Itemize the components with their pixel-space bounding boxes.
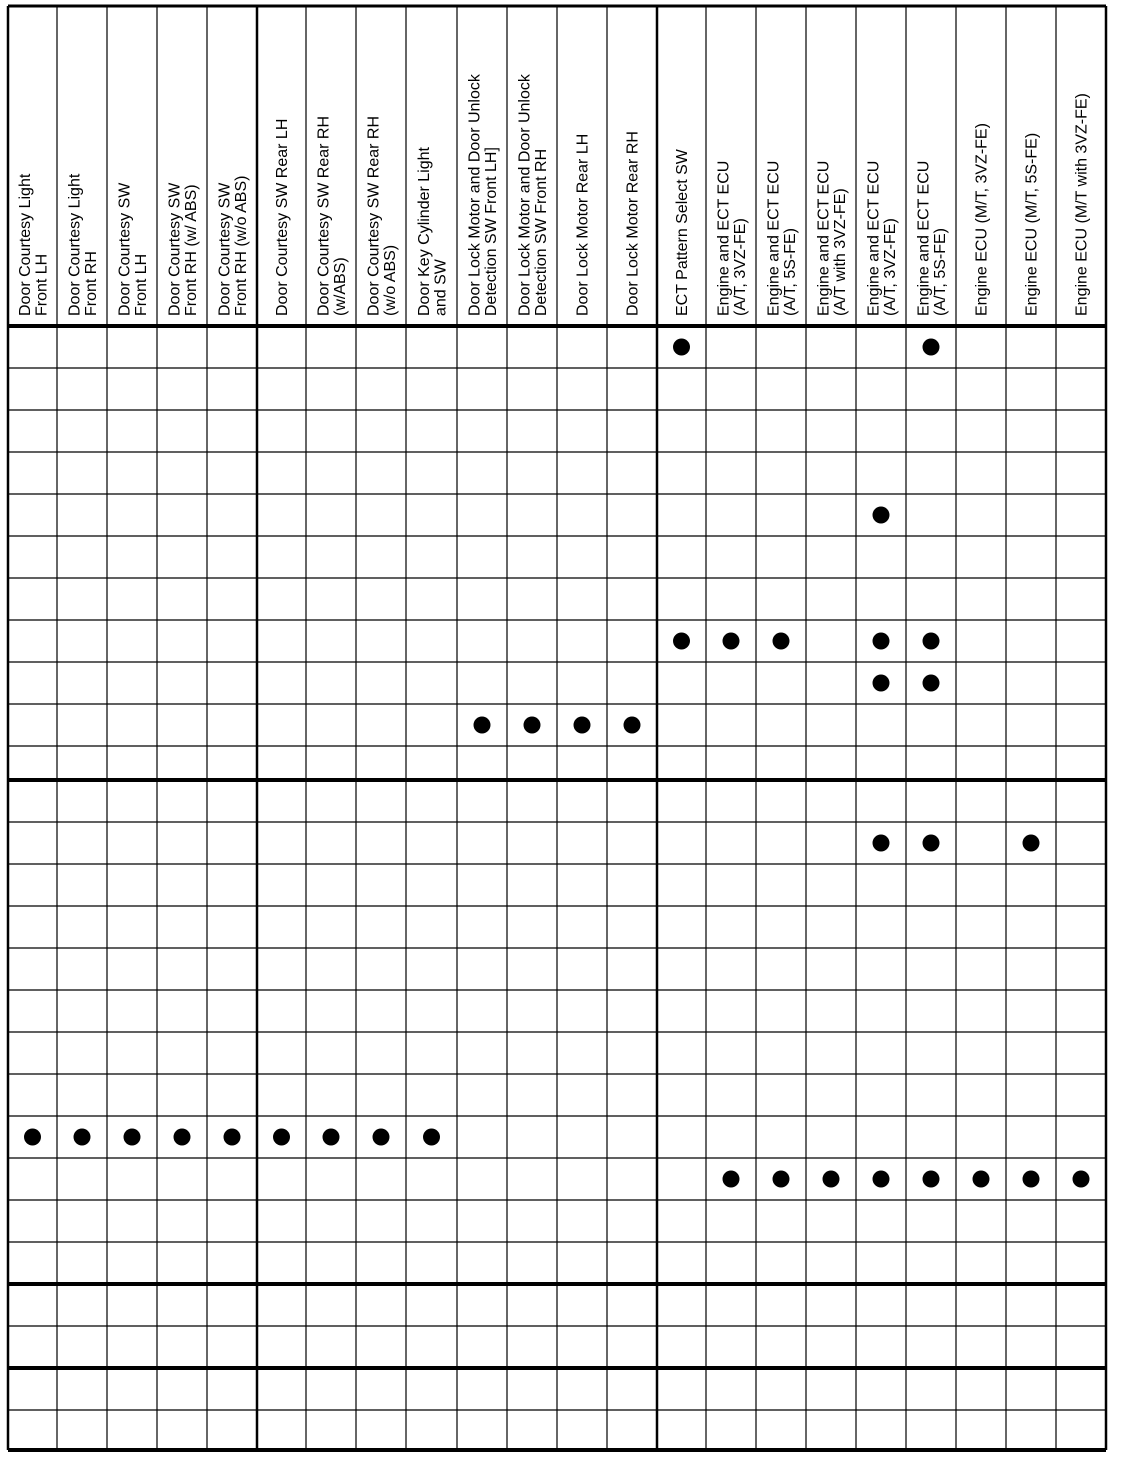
column-header-label: Engine ECU (M/T with 3VZ-FE) xyxy=(1073,93,1091,316)
column-header-label: ECT Pattern Select SW xyxy=(674,149,692,316)
connection-dot xyxy=(224,1129,241,1146)
connection-dot xyxy=(923,1171,940,1188)
connection-dot xyxy=(673,339,690,356)
column-header-label: Front RH xyxy=(82,251,100,316)
connection-dot xyxy=(723,633,740,650)
connection-dot xyxy=(1073,1171,1090,1188)
connection-dot xyxy=(873,507,890,524)
connection-dot xyxy=(973,1171,990,1188)
column-header-label: Door Courtesy Light xyxy=(16,173,34,316)
column-header-label: Engine and ECT ECU xyxy=(865,160,883,316)
column-header-label: (A/T, 3VZ-FE) xyxy=(881,218,899,316)
column-header-label: Door Courtesy SW Rear LH xyxy=(274,118,292,316)
column-header-label: Front LH xyxy=(33,253,51,316)
connection-dot xyxy=(273,1129,290,1146)
connection-dot xyxy=(873,675,890,692)
column-header-label: Engine and ECT ECU xyxy=(915,160,933,316)
column-header-label: Front LH xyxy=(132,253,150,316)
column-header-label: Engine and ECT ECU xyxy=(815,160,833,316)
column-header-label: Engine ECU (M/T, 3VZ-FE) xyxy=(973,123,991,316)
connection-dot xyxy=(873,633,890,650)
column-header-label: Door Key Cylinder Light xyxy=(415,147,433,316)
column-header-label: and SW xyxy=(432,259,450,316)
column-header-label: Door Lock Motor and Door Unlock xyxy=(516,74,534,316)
connection-dot xyxy=(923,675,940,692)
connection-dot xyxy=(174,1129,191,1146)
column-header-label: Detection SW Front RH xyxy=(532,148,550,316)
connection-dot xyxy=(723,1171,740,1188)
column-header-label: (A/T, 3VZ-FE) xyxy=(731,218,749,316)
connection-dot xyxy=(1023,835,1040,852)
connection-dot xyxy=(524,717,541,734)
connection-dot xyxy=(823,1171,840,1188)
connection-dot xyxy=(923,633,940,650)
connection-dot xyxy=(1023,1171,1040,1188)
connection-dot xyxy=(24,1129,41,1146)
column-header-label: Door Courtesy Light xyxy=(66,173,84,316)
column-header-label: Detection SW Front LH] xyxy=(482,147,500,316)
column-header-label: (w/o ABS) xyxy=(381,244,399,316)
column-header-label: Door Courtesy SW Rear RH xyxy=(315,115,333,316)
connection-dot xyxy=(923,339,940,356)
connection-dot xyxy=(574,717,591,734)
connection-dot xyxy=(773,633,790,650)
column-header-label: Door Courtesy SW xyxy=(216,182,234,316)
column-header-label: (A/T, 5S-FE) xyxy=(781,227,799,316)
column-header-label: Door Courtesy SW Rear RH xyxy=(365,115,383,316)
connection-dot xyxy=(873,835,890,852)
connection-dot xyxy=(773,1171,790,1188)
connection-dot xyxy=(423,1129,440,1146)
column-header-label: (A/T with 3VZ-FE) xyxy=(831,188,849,316)
connection-dot xyxy=(474,717,491,734)
column-header-label: Door Courtesy SW xyxy=(166,182,184,316)
column-header-label: Door Courtesy SW xyxy=(116,182,134,316)
connection-dot xyxy=(923,835,940,852)
column-header-label: Door Lock Motor Rear RH xyxy=(624,131,642,316)
column-header-label: Door Lock Motor and Door Unlock xyxy=(466,74,484,316)
column-header-label: Front RH (w/o ABS) xyxy=(232,175,250,316)
connection-dot xyxy=(873,1171,890,1188)
connection-dot xyxy=(624,717,641,734)
column-header-label: (A/T, 5S-FE) xyxy=(931,227,949,316)
connection-dot xyxy=(373,1129,390,1146)
connection-dot xyxy=(124,1129,141,1146)
column-header-label: Engine and ECT ECU xyxy=(715,160,733,316)
column-header-label: (w/ABS) xyxy=(331,257,349,316)
connection-dot xyxy=(74,1129,91,1146)
column-header-label: Engine ECU (M/T, 5S-FE) xyxy=(1023,132,1041,316)
column-header-label: Front RH (w/ ABS) xyxy=(182,184,200,316)
connection-dot xyxy=(673,633,690,650)
column-header-label: Engine and ECT ECU xyxy=(765,160,783,316)
connection-dot xyxy=(323,1129,340,1146)
column-header-label: Door Lock Motor Rear LH xyxy=(574,133,592,316)
